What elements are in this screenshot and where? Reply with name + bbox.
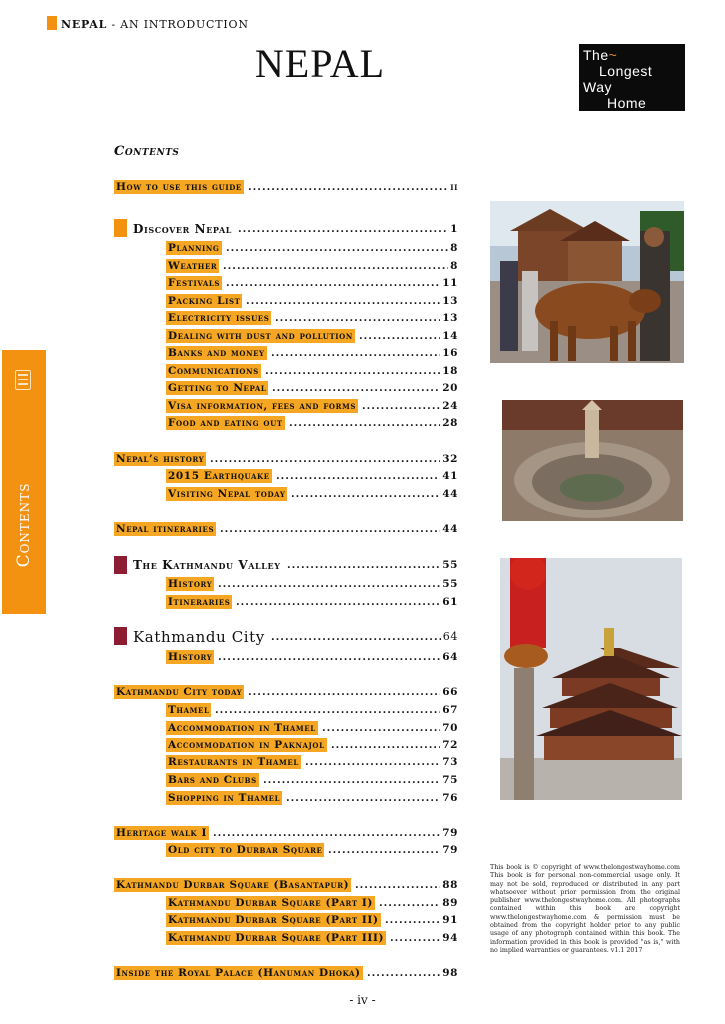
toc-entry[interactable]: [166, 703, 458, 717]
toc-leader-dots: [226, 241, 448, 255]
toc-entry[interactable]: [166, 469, 458, 483]
toc-entry[interactable]: [114, 966, 458, 980]
toc-entry[interactable]: [166, 791, 458, 805]
toc-entry[interactable]: [166, 329, 458, 343]
toc-entry-label: 2015 Earthquake: [168, 470, 270, 482]
toc-entry[interactable]: [166, 577, 458, 591]
toc-entry-label: Accommodation in Paknajol: [168, 739, 325, 751]
toc-page-number: 8: [450, 242, 458, 254]
toc-entry-label: Kathmandu Durbar Square (Part I): [168, 897, 373, 909]
toc-entry-label: Kathmandu Durbar Square (Part II): [168, 914, 379, 926]
side-tab-label: Contents: [14, 482, 34, 568]
toc-page-number: 98: [442, 967, 458, 979]
toc-page-number: 44: [442, 523, 458, 535]
photo-temple-cow: [490, 201, 684, 363]
toc-leader-dots: [265, 364, 440, 378]
toc-leader-dots: [246, 294, 440, 308]
toc-entry[interactable]: [114, 180, 458, 194]
toc-entry-label: Getting to Nepal: [168, 382, 267, 394]
toc-entry[interactable]: [131, 222, 458, 236]
toc-entry[interactable]: [166, 276, 458, 290]
toc-entry-label: History: [168, 651, 213, 663]
toc-leader-dots: [328, 843, 440, 857]
toc-leader-dots: [271, 630, 441, 644]
toc-entry-label: Nepal’s history: [116, 453, 205, 465]
toc-page-number: 32: [442, 453, 458, 465]
toc-leader-dots: [220, 522, 440, 536]
toc-entry[interactable]: [166, 416, 458, 430]
toc-leader-dots: [362, 399, 440, 413]
toc-entry[interactable]: [166, 294, 458, 308]
toc-page-number: 75: [442, 774, 458, 786]
toc-page-number: 73: [442, 756, 458, 768]
toc-entry-label: Dealing with dust and pollution: [168, 330, 353, 342]
toc-leader-dots: [355, 878, 440, 892]
toc-leader-dots: [226, 276, 440, 290]
toc-leader-dots: [289, 416, 440, 430]
toc-entry-label: Communications: [168, 365, 259, 377]
toc-page-number: 79: [442, 827, 458, 839]
section-marker-maroon: [114, 627, 127, 645]
toc-page-number: 64: [442, 630, 458, 643]
toc-entry-label: Accommodation in Thamel: [168, 722, 316, 734]
toc-entry-label: Festivals: [168, 277, 221, 289]
header-prefix: NEPAL: [61, 18, 108, 31]
toc-page-number: 14: [442, 330, 458, 342]
toc-leader-dots: [287, 558, 440, 572]
toc-entry[interactable]: [166, 364, 458, 378]
copyright-notice: This book is © copyright of www.thelongestwayhome.com This book is for personal non-commercial usage only. It may not be sold, reproduced or distributed in any part whatsoever without prior permission from the original publisher www.thelongestwayhome.com. All photographs contained within this book are copyright www.thelongestwayhome.com & permission must be obtained from the copyright holder prior to any public usage of any photograph contained within this book. The information provided in this book is provided "as is," with no implied warranties or guarantees. v1.1 2017: [490, 864, 680, 954]
toc-page-number: 20: [442, 382, 458, 394]
toc-leader-dots: [263, 773, 440, 787]
toc-entry-label: Packing List: [168, 295, 241, 307]
toc-page-number: 76: [442, 792, 458, 804]
toc-entry[interactable]: [114, 452, 458, 466]
toc-entry[interactable]: [114, 522, 458, 536]
toc-entry[interactable]: [166, 311, 458, 325]
toc-entry-label: Heritage walk I: [116, 827, 207, 839]
toc-leader-dots: [331, 738, 440, 752]
toc-page-number: 13: [442, 295, 458, 307]
toc-leader-dots: [390, 931, 440, 945]
toc-page-number: 89: [442, 897, 458, 909]
toc-page-number: 94: [442, 932, 458, 944]
toc-leader-dots: [248, 180, 448, 194]
section-marker-orange: [114, 219, 127, 237]
toc-entry-label: How to use this guide: [116, 181, 242, 193]
toc-leader-dots: [275, 311, 440, 325]
toc-leader-dots: [223, 259, 448, 273]
toc-page-number: ii: [450, 181, 458, 193]
toc-leader-dots: [218, 650, 440, 664]
toc-leader-dots: [215, 703, 440, 717]
toc-entry-label: Inside the Royal Palace (Hanuman Dhoka): [116, 967, 361, 979]
toc-page-number: 67: [442, 704, 458, 716]
toc-entry-label: Banks and money: [168, 347, 265, 359]
toc-entry-label: Old city to Durbar Square: [168, 844, 323, 856]
toc-page-number: 61: [442, 596, 458, 608]
contents-heading: Contents: [114, 144, 180, 159]
toc-entry[interactable]: [166, 650, 458, 664]
toc-page-number: 1: [450, 223, 458, 235]
toc-entry[interactable]: [166, 896, 458, 910]
toc-leader-dots: [276, 469, 440, 483]
toc-page-number: 64: [442, 651, 458, 663]
toc-entry[interactable]: [131, 630, 458, 644]
toc-leader-dots: [385, 913, 440, 927]
toc-entry-label: Nepal itineraries: [116, 523, 215, 535]
toc-page-number: 72: [442, 739, 458, 751]
toc-page-number: 70: [442, 722, 458, 734]
section-marker-maroon: [114, 556, 127, 574]
page-number: - iv -: [349, 993, 376, 1007]
toc-leader-dots: [248, 685, 440, 699]
toc-page-number: 79: [442, 844, 458, 856]
toc-entry-label: Discover Nepal: [133, 222, 232, 236]
toc-page-number: 16: [442, 347, 458, 359]
toc-entry[interactable]: [114, 878, 458, 892]
toc-page-number: 8: [450, 260, 458, 272]
toc-entry-label: Thamel: [168, 704, 210, 716]
toc-entry-label: History: [168, 578, 213, 590]
toc-entry[interactable]: [114, 685, 458, 699]
toc-entry[interactable]: [166, 346, 458, 360]
toc-leader-dots: [286, 791, 440, 805]
toc-leader-dots: [271, 346, 440, 360]
toc-leader-dots: [379, 896, 440, 910]
toc-entry[interactable]: [166, 738, 458, 752]
toc-leader-dots: [236, 595, 440, 609]
toc-entry[interactable]: [166, 913, 458, 927]
page-title: NEPAL: [254, 41, 386, 86]
toc-page-number: 24: [442, 400, 458, 412]
toc-entry[interactable]: [166, 259, 458, 273]
toc-entry[interactable]: [166, 721, 458, 735]
document-icon[interactable]: [15, 370, 31, 390]
toc-entry-label: Weather: [168, 260, 218, 272]
toc-page-number: 18: [442, 365, 458, 377]
toc-leader-dots: [213, 826, 440, 840]
toc-entry-label: Shopping in Thamel: [168, 792, 281, 804]
toc-entry[interactable]: [166, 381, 458, 395]
running-header: [47, 16, 249, 31]
toc-leader-dots: [218, 577, 440, 591]
toc-leader-dots: [305, 755, 440, 769]
toc-leader-dots: [291, 487, 440, 501]
logo: [579, 44, 685, 111]
toc-entry[interactable]: [166, 773, 458, 787]
toc-page-number: 66: [442, 686, 458, 698]
toc-page-number: 41: [442, 470, 458, 482]
toc-entry-label: Kathmandu City: [133, 628, 265, 646]
logo-line-1: The~: [583, 47, 618, 63]
toc-page-number: 13: [442, 312, 458, 324]
toc-page-number: 28: [442, 417, 458, 429]
toc-entry-label: Bars and Clubs: [168, 774, 257, 786]
toc-page-number: 88: [442, 879, 458, 891]
toc-page-number: 11: [442, 277, 458, 289]
toc-entry[interactable]: [166, 595, 458, 609]
toc-page-number: 55: [442, 559, 458, 571]
toc-entry-label: Food and eating out: [168, 417, 283, 429]
toc-entry-label: Kathmandu Durbar Square (Part III): [168, 932, 385, 944]
photo-pagoda: [500, 558, 682, 800]
header-suffix: - AN INTRODUCTION: [107, 18, 249, 31]
toc-entry-label: Kathmandu City today: [116, 686, 243, 698]
toc-leader-dots: [210, 452, 440, 466]
header-square-icon: [47, 16, 57, 30]
toc-leader-dots: [322, 721, 440, 735]
toc-entry-label: Itineraries: [168, 596, 231, 608]
toc-entry[interactable]: [131, 558, 458, 572]
toc-entry[interactable]: [166, 399, 458, 413]
toc-page-number: 55: [442, 578, 458, 590]
contents-side-tab[interactable]: [2, 350, 46, 614]
toc-entry[interactable]: [166, 241, 458, 255]
toc-entry-label: Planning: [168, 242, 220, 254]
logo-line-3: Way: [583, 79, 612, 95]
toc-entry[interactable]: [114, 826, 458, 840]
toc-entry-label: Kathmandu Durbar Square (Basantapur): [116, 879, 350, 891]
toc-entry-label: The Kathmandu Valley: [133, 558, 281, 572]
toc-leader-dots: [367, 966, 440, 980]
toc-leader-dots: [359, 329, 440, 343]
toc-entry-label: Visiting Nepal today: [168, 488, 286, 500]
logo-line-2: Longest: [599, 63, 653, 79]
toc-entry-label: Restaurants in Thamel: [168, 756, 299, 768]
toc-entry[interactable]: [166, 487, 458, 501]
logo-line-4: Home: [607, 95, 647, 111]
toc-entry[interactable]: [166, 755, 458, 769]
toc-entry-label: Electricity issues: [168, 312, 270, 324]
toc-entry-label: Visa information, fees and forms: [168, 400, 357, 412]
toc-leader-dots: [272, 381, 440, 395]
toc-entry[interactable]: [166, 931, 458, 945]
toc-entry[interactable]: [166, 843, 458, 857]
photo-stepwell: [502, 400, 683, 521]
toc-page-number: 44: [442, 488, 458, 500]
toc-leader-dots: [238, 222, 448, 236]
toc-page-number: 91: [442, 914, 458, 926]
